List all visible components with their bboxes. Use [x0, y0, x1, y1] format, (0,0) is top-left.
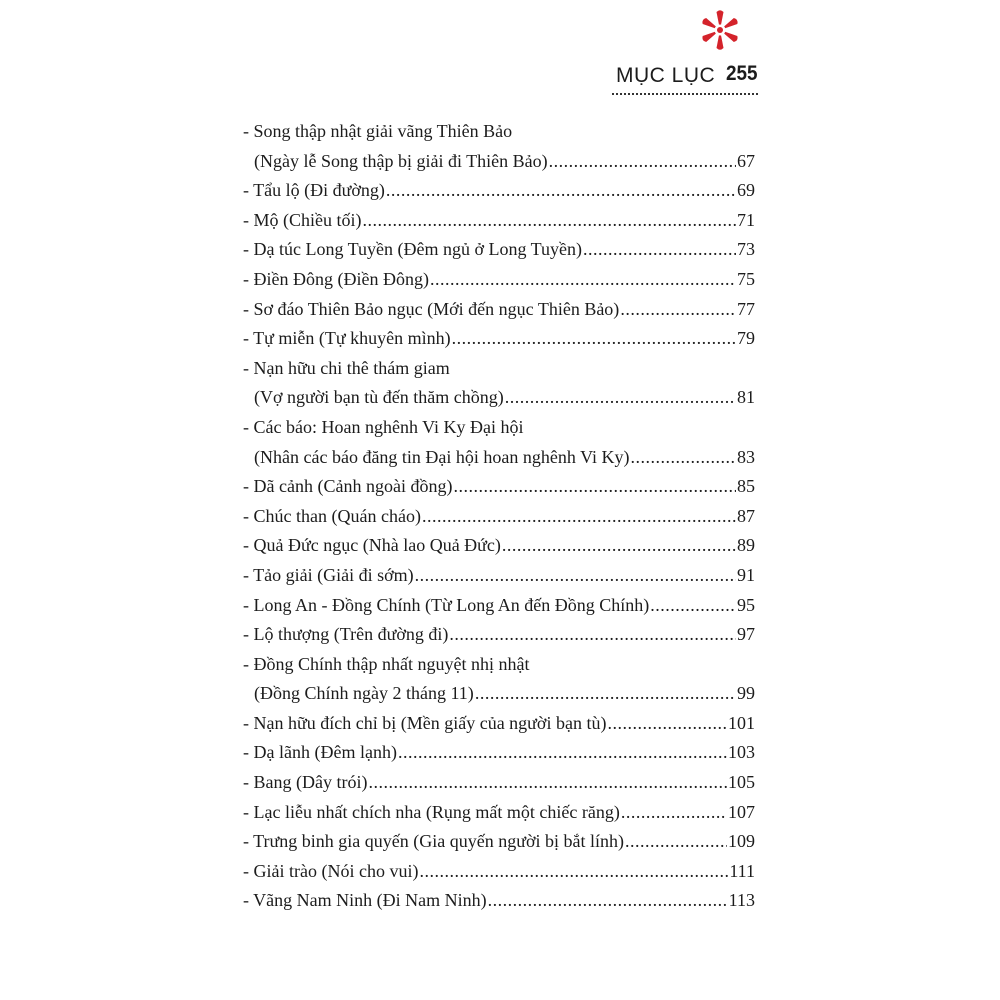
- toc-entry-title: (Nhân các báo đăng tin Đại hội hoan nghênh Vi Ky): [254, 446, 630, 467]
- section-title: MỤC LỤC: [616, 64, 716, 87]
- header-dotted-rule: [612, 93, 758, 95]
- toc-entry-page: 101: [728, 712, 755, 733]
- dot-leader: [422, 502, 736, 532]
- toc-entry-title: - Đồng Chính thập nhất nguyệt nhị nhật: [243, 653, 530, 674]
- toc-entry: [243, 472, 755, 502]
- toc-entry-title: - Tảo giải (Giải đi sớm): [243, 564, 414, 585]
- toc-entry-title: - Các báo: Hoan nghênh Vi Ky Đại hội: [243, 416, 524, 437]
- toc-entry: [243, 235, 755, 265]
- toc-entry-title: - Tẩu lộ (Đi đường): [243, 180, 385, 201]
- toc-entry: [243, 354, 755, 384]
- toc-entry: [243, 206, 755, 236]
- toc-entry-title: - Tự miễn (Tự khuyên mình): [243, 328, 451, 349]
- toc-entry: [243, 679, 755, 709]
- toc-entry-title: - Vãng Nam Ninh (Đi Nam Ninh): [243, 890, 487, 911]
- dot-leader: [386, 176, 736, 206]
- dot-leader: [502, 531, 736, 561]
- toc-entry-page: 103: [728, 742, 755, 763]
- toc-entry: [243, 265, 755, 295]
- toc-entry: [243, 886, 755, 916]
- toc-entry-title: - Nạn hữu chi thê thám giam: [243, 357, 450, 378]
- dot-leader: [607, 709, 727, 739]
- toc-entry-page: 109: [728, 831, 755, 852]
- toc-entry-title: - Long An - Đồng Chính (Từ Long An đến Đồng Chính): [243, 594, 650, 615]
- toc-entry: [243, 768, 755, 798]
- toc-entry: [243, 147, 755, 177]
- dot-leader: [398, 738, 727, 768]
- toc-entry-page: 71: [737, 209, 755, 230]
- toc-entry: [243, 176, 755, 206]
- toc-entry-title: - Chúc than (Quán cháo): [243, 505, 421, 526]
- toc-entry: [243, 531, 755, 561]
- dot-leader: [549, 147, 736, 177]
- dot-leader: [415, 561, 736, 591]
- toc-entry-title: - Dạ lãnh (Đêm lạnh): [243, 742, 397, 763]
- toc-entry-page: 79: [737, 328, 755, 349]
- toc-entry: [243, 591, 755, 621]
- toc-entry-title: - Mộ (Chiều tối): [243, 209, 362, 230]
- dot-leader: [488, 886, 728, 916]
- toc-entry-page: 83: [737, 446, 755, 467]
- toc-entry: [243, 117, 755, 147]
- toc-entry: [243, 561, 755, 591]
- dot-leader: [621, 798, 727, 828]
- toc-entry: [243, 383, 755, 413]
- dot-leader: [505, 383, 736, 413]
- toc-entry: [243, 324, 755, 354]
- toc-entry-title: - Lạc liễu nhất chích nha (Rụng mất một chiếc răng): [243, 801, 620, 822]
- toc-entry: [243, 650, 755, 680]
- table-of-contents: [243, 117, 755, 916]
- toc-entry-page: 89: [737, 535, 755, 556]
- dot-leader: [453, 472, 736, 502]
- toc-entry: [243, 738, 755, 768]
- toc-entry: [243, 827, 755, 857]
- toc-entry-page: 91: [737, 564, 755, 585]
- toc-entry: [243, 443, 755, 473]
- toc-entry-page: 67: [737, 150, 755, 171]
- toc-entry-title: - Điền Đông (Điền Đông): [243, 268, 429, 289]
- toc-entry-title: - Dã cảnh (Cảnh ngoài đồng): [243, 476, 453, 497]
- toc-entry-title: (Đồng Chính ngày 2 tháng 11): [254, 683, 474, 704]
- toc-entry: [243, 857, 755, 887]
- toc-entry-page: 87: [737, 505, 755, 526]
- dot-leader: [475, 679, 736, 709]
- dot-leader: [620, 295, 736, 325]
- dot-leader: [363, 206, 737, 236]
- toc-entry-title: - Dạ túc Long Tuyền (Đêm ngủ ở Long Tuyền): [243, 239, 583, 260]
- dot-leader: [583, 235, 736, 265]
- page-header: [612, 64, 758, 96]
- dot-leader: [452, 324, 736, 354]
- dot-leader: [430, 265, 736, 295]
- dot-leader: [368, 768, 727, 798]
- toc-entry-page: 77: [737, 298, 755, 319]
- toc-entry-title: (Ngày lễ Song thập bị giải đi Thiên Bảo): [254, 150, 548, 171]
- toc-entry-page: 97: [737, 624, 755, 645]
- toc-entry: [243, 295, 755, 325]
- toc-entry-title: - Lộ thượng (Trên đường đi): [243, 624, 449, 645]
- toc-entry-page: 113: [728, 890, 755, 911]
- toc-entry-title: (Vợ người bạn tù đến thăm chồng): [254, 387, 504, 408]
- toc-entry-page: 99: [737, 683, 755, 704]
- toc-entry-title: - Song thập nhật giải vãng Thiên Bảo: [243, 121, 513, 141]
- dot-leader: [650, 591, 736, 621]
- dot-leader: [625, 827, 727, 857]
- red-star-logo-icon: [698, 8, 742, 52]
- toc-entry: [243, 413, 755, 443]
- toc-entry-page: 73: [737, 239, 755, 260]
- toc-entry-page: 81: [737, 387, 755, 408]
- toc-entry: [243, 709, 755, 739]
- toc-entry-title: - Giải trào (Nói cho vui): [243, 860, 419, 881]
- toc-entry-page: 69: [737, 180, 755, 201]
- toc-entry-title: - Nạn hữu đích chỉ bị (Mền giấy của người bạn tù): [243, 712, 607, 733]
- toc-entry-title: - Bang (Dây trói): [243, 772, 368, 793]
- toc-entry-page: 111: [729, 860, 755, 881]
- toc-entry-page: 85: [737, 476, 755, 497]
- toc-entry-page: 107: [728, 801, 755, 822]
- toc-entry: [243, 620, 755, 650]
- toc-entry: [243, 798, 755, 828]
- toc-entry-page: 95: [737, 594, 755, 615]
- toc-entry-title: - Trưng binh gia quyến (Gia quyến người bị bắt lính): [243, 831, 624, 852]
- dot-leader: [449, 620, 736, 650]
- toc-entry-page: 75: [737, 268, 755, 289]
- toc-entry-page: 105: [728, 772, 755, 793]
- dot-leader: [419, 857, 728, 887]
- page-number: 255: [726, 62, 758, 85]
- toc-entry-title: - Quả Đức ngục (Nhà lao Quả Đức): [243, 535, 501, 556]
- dot-leader: [631, 443, 737, 473]
- toc-entry: [243, 502, 755, 532]
- toc-entry-title: - Sơ đáo Thiên Bảo ngục (Mới đến ngục Thiên Bảo): [243, 298, 620, 319]
